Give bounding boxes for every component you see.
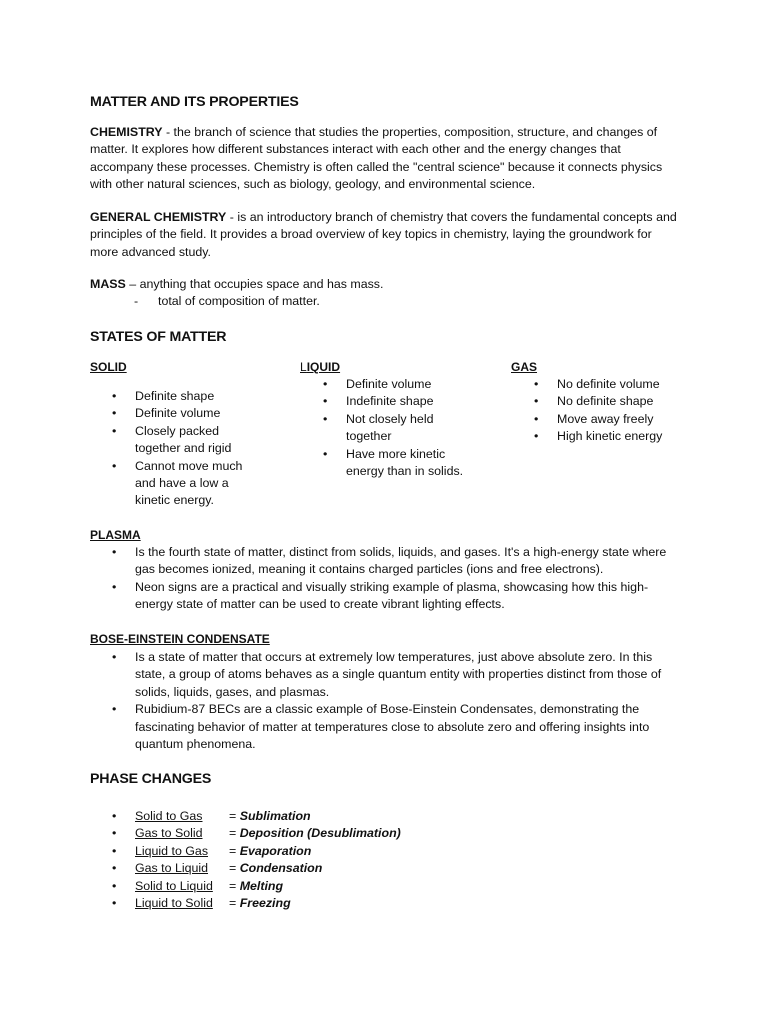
list-item: • Have more kinetic energy than in solids. [323, 446, 464, 479]
list-item: • Definite shape [135, 388, 255, 405]
list-item: • No definite volume [557, 376, 707, 393]
list-item: • High kinetic energy [557, 428, 707, 445]
list-item: • No definite shape [557, 393, 707, 410]
bullet-icon: • [112, 579, 117, 594]
chemistry-term: CHEMISTRY [90, 125, 163, 139]
general-chemistry-definition: - is an introductory branch of chemistry that covers the fundamental concepts and principles of the field. It provides a broad overview of key topics in chemistry, laying the groundwork for more advanced study. [90, 210, 677, 259]
bullet-icon: • [534, 377, 539, 391]
bullet-icon: • [112, 702, 117, 717]
bullet-icon: • [323, 446, 328, 461]
list-item: • Is a state of matter that occurs at extremely low temperatures, just above absolute zero. In this state, a group of atoms behaves as a single quantum entity with properties distinct from those of solids, liquids, gases, and plasmas. [112, 650, 662, 699]
list-item: • Definite volume [135, 405, 255, 422]
bullet-icon: • [112, 423, 117, 438]
mass-definition: – anything that occupies space and has mass. [125, 277, 384, 291]
plasma-list [112, 544, 680, 614]
page-title: MATTER AND ITS PROPERTIES [90, 94, 299, 110]
list-item: • Rubidium-87 BECs are a classic example of Bose-Einstein Condensates, demonstrating the fascinating behavior of matter at temperatures close to absolute zero and offering insights into quantum phenomena. [112, 702, 650, 752]
phase-changes-heading: PHASE CHANGES [90, 771, 212, 787]
solid-label: SOLID [90, 360, 127, 374]
mass-sub-item: total of composition of matter. [158, 294, 320, 308]
list-item: • Neon signs are a practical and visually striking example of plasma, showcasing how this high-energy state of matter can be used to create vibrant lighting effects. [112, 579, 649, 612]
bullet-icon: • [112, 878, 117, 893]
bullet-icon: • [534, 394, 539, 409]
list-item: • Not closely held together [323, 411, 434, 444]
bullet-icon: • [323, 394, 328, 409]
bec-label: BOSE-EINSTEIN CONDENSATE [90, 632, 270, 646]
mass-paragraph [90, 276, 383, 293]
bullet-icon: • [112, 861, 117, 876]
bullet-icon: • [112, 809, 117, 823]
chemistry-definition: - the branch of science that studies the properties, composition, structure, and changes of matter. It explores how different substances interact with each other and the energy changes that accompany these processes. Chemistry is often called the "central science" because it connects physics with other natural sciences, such as biology, geology, and environmental science. [90, 125, 663, 192]
bullet-icon: • [112, 389, 117, 403]
bullet-icon: • [112, 843, 117, 858]
gas-label: GAS [511, 360, 538, 374]
list-item: • Definite volume [346, 376, 471, 393]
list-item: • Indefinite shape [346, 393, 471, 410]
bullet-icon: • [534, 411, 539, 426]
mass-sub-dash: - [134, 294, 139, 308]
chemistry-paragraph [90, 124, 680, 194]
bullet-icon: • [112, 896, 117, 910]
plasma-label: PLASMA [90, 528, 141, 542]
bullet-icon: • [112, 545, 117, 559]
liquid-label: LIQUID [300, 360, 341, 374]
list-item: • Move away freely [557, 411, 707, 428]
solid-list [112, 388, 255, 510]
general-chemistry-paragraph [90, 209, 680, 261]
bullet-icon: • [112, 650, 117, 664]
list-item: • Closely packed together and rigid [112, 423, 232, 456]
list-item: • Is the fourth state of matter, distinct from solids, liquids, and gases. It's a high-energy state where gas becomes ionized, meaning it contains charged particles (ions and free electrons). [112, 545, 667, 577]
bullet-icon: • [112, 826, 117, 841]
bullet-icon: • [534, 429, 539, 444]
bec-list [112, 649, 683, 753]
bullet-icon: • [112, 406, 117, 421]
list-item: • Cannot move much and have a low a kinetic energy. [112, 458, 243, 508]
liquid-list [323, 376, 471, 480]
bullet-icon: • [112, 458, 117, 473]
bullet-icon: • [323, 377, 328, 391]
gas-list [534, 376, 707, 446]
states-of-matter-heading: STATES OF MATTER [90, 329, 227, 345]
mass-term: MASS [90, 277, 126, 291]
general-chemistry-term: GENERAL CHEMISTRY [90, 210, 227, 224]
bullet-icon: • [323, 411, 328, 426]
phase-changes-list: • Solid to Gas = Sublimation • Gas to Solid = Deposition (Desublimation) • Liquid to Gas = Evaporation • Gas to Liquid = Condensation • Solid to Liquid = Melting • Liquid to Solid = Freezing [90, 808, 510, 918]
